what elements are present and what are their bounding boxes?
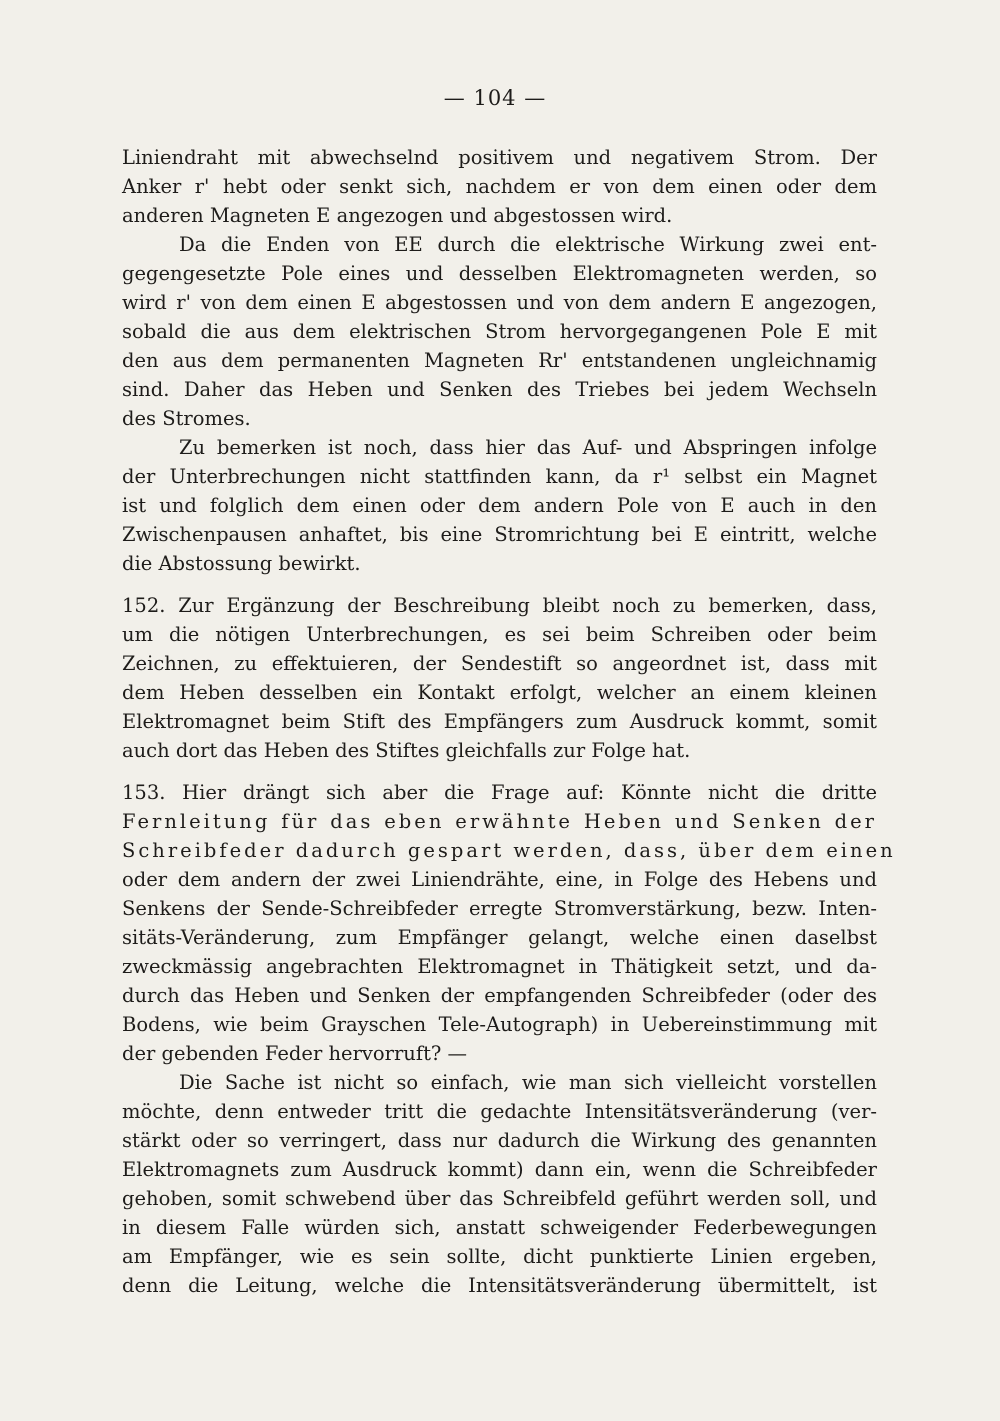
text-line: Bodens, wie beim Grayschen Tele-Autograph) in Uebereinstimmung mit [122,1013,877,1036]
text-line: Schreibfeder dadurch gespart werden, dass, über dem einen [122,839,896,862]
text-line: der Unterbrechungen nicht stattfinden kann, da r¹ selbst ein Magnet [122,465,877,488]
text-line: 153. Hier drängt sich aber die Frage auf: Könnte nicht die dritte [122,781,877,804]
text-line: möchte, denn entweder tritt die gedachte Intensitätsveränderung (ver- [122,1100,877,1123]
text-line: wird r' von dem einen E abgestossen und von dem andern E angezogen, [122,291,877,314]
text-line: sobald die aus dem elektrischen Strom hervorgegangenen Pole E mit [122,320,877,343]
text-line: denn die Leitung, welche die Intensitätsveränderung übermittelt, ist [122,1274,877,1297]
text-line: gehoben, somit schwebend über das Schreibfeld geführt werden soll, und [122,1187,877,1210]
text-line: des Stromes. [122,407,251,430]
paragraph-gap [122,765,877,778]
body-text [122,143,896,1300]
text-line: die Abstossung bewirkt. [122,552,361,575]
text-line: oder dem andern der zwei Liniendrähte, eine, in Folge des Hebens und [122,868,877,891]
text-line: gegengesetzte Pole eines und desselben Elektromagneten werden, so [122,262,877,285]
text-line: Zu bemerken ist noch, dass hier das Auf- und Abspringen infolge [179,436,877,459]
text-line: stärkt oder so verringert, dass nur dadurch die Wirkung des genannten [122,1129,877,1152]
text-line: in diesem Falle würden sich, anstatt schweigender Federbewegungen [122,1216,877,1239]
text-line: Elektromagnet beim Stift des Empfängers zum Ausdruck kommt, somit [122,710,877,733]
text-line: am Empfänger, wie es sein sollte, dicht punktierte Linien ergeben, [122,1245,877,1268]
text-line: ist und folglich dem einen oder dem andern Pole von E auch in den [122,494,877,517]
text-line: dem Heben desselben ein Kontakt erfolgt, welcher an einem kleinen [122,681,877,704]
paragraph-gap [122,578,877,591]
text-line: Anker r' hebt oder senkt sich, nachdem er von dem einen oder dem [122,175,877,198]
text-line: Die Sache ist nicht so einfach, wie man sich vielleicht vorstellen [179,1071,877,1094]
text-line: den aus dem permanenten Magneten Rr' entstandenen ungleichnamig [122,349,877,372]
page-number: — 104 — [443,86,547,110]
text-line: sind. Daher das Heben und Senken des Triebes bei jedem Wechseln [122,378,877,401]
text-line: durch das Heben und Senken der empfangenden Schreibfeder (oder des [122,984,877,1007]
text-line: Zeichnen, zu effektuieren, der Sendestift so angeordnet ist, dass mit [122,652,877,675]
text-line: 152. Zur Ergänzung der Beschreibung bleibt noch zu bemerken, dass, [122,594,877,617]
text-line: anderen Magneten E angezogen und abgestossen wird. [122,204,673,227]
text-line: um die nötigen Unterbrechungen, es sei beim Schreiben oder beim [122,623,877,646]
text-line: auch dort das Heben des Stiftes gleichfalls zur Folge hat. [122,739,691,762]
text-line: Fernleitung für das eben erwähnte Heben und Senken der [122,810,877,833]
text-line: der gebenden Feder hervorruft? — [122,1042,468,1065]
text-line: zweckmässig angebrachten Elektromagnet in Thätigkeit setzt, und da- [122,955,877,978]
text-line: Senkens der Sende-Schreibfeder erregte Stromverstärkung, bezw. Inten- [122,897,877,920]
text-line: Elektromagnets zum Ausdruck kommt) dann ein, wenn die Schreibfeder [122,1158,877,1181]
text-line: Da die Enden von EE durch die elektrische Wirkung zwei ent- [179,233,877,256]
text-line: Zwischenpausen anhaftet, bis eine Stromrichtung bei E eintritt, welche [122,523,877,546]
text-line: sitäts-Veränderung, zum Empfänger gelangt, welche einen daselbst [122,926,877,949]
text-line: Liniendraht mit abwechselnd positivem und negativem Strom. Der [122,146,877,169]
